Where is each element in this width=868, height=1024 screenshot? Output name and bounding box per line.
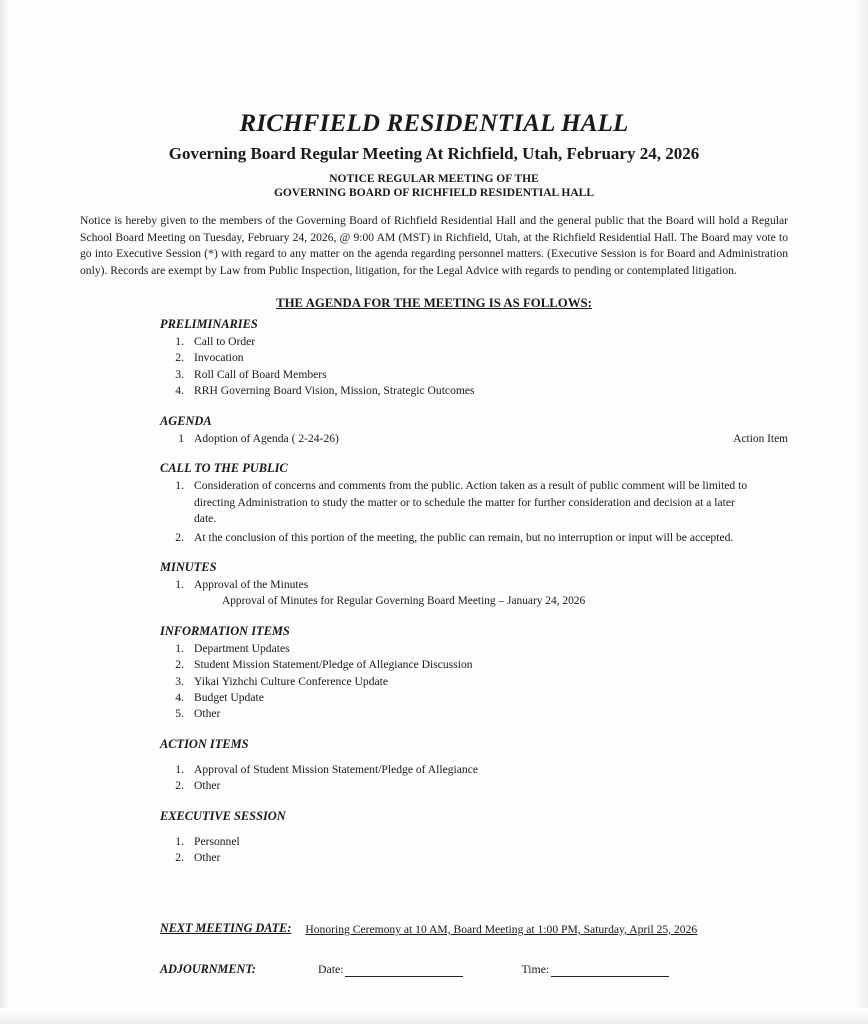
list-item bbox=[160, 367, 788, 383]
list-item-label: Yikai Yizhchi Culture Conference Update bbox=[194, 674, 389, 688]
section-action-items bbox=[80, 737, 788, 795]
list-item-action-tag: Action Item bbox=[733, 432, 788, 445]
list-item-label: Department Updates bbox=[194, 641, 290, 655]
section-title: ACTION ITEMS bbox=[160, 736, 249, 751]
page-title: RICHFIELD RESIDENTIAL HALL bbox=[239, 110, 629, 137]
list-item-label: At the conclusion of this portion of the meeting, the public can remain, but no interruption or input will be accepted. bbox=[194, 530, 734, 544]
list-item-label: Adoption of Agenda ( 2-24-26) bbox=[194, 431, 339, 445]
section-item-list bbox=[160, 334, 788, 400]
time-label: Time: bbox=[521, 961, 550, 976]
list-item-number: 4. bbox=[175, 691, 184, 705]
list-item-label: RRH Governing Board Vision, Mission, Strategic Outcomes bbox=[194, 384, 475, 398]
notice-body-paragraph: Notice is hereby given to the members of the Governing Board of Richfield Residential Hall and the general public that the Board will hold a Regular School Board Meeting on Tuesday, February 24, 2026, @ 9:00 AM (MST) in Richfield, Utah, at the Richfield Residential Hall. The Board may vote to go into Executive Session (*) with regard to any matter on the agenda regarding personnel matters. (Executive Session is for Board and Administration only). Records are exempt by Law from Public Inspection, litigation, for the Legal Advice with regards to pending or contemplated litigation. bbox=[80, 213, 788, 278]
section-title: EXECUTIVE SESSION bbox=[160, 808, 286, 823]
list-item bbox=[160, 478, 788, 527]
list-item bbox=[160, 350, 788, 366]
list-item-number: 1. bbox=[175, 762, 184, 776]
page-subtitle: Governing Board Regular Meeting At Richfield, Utah, February 24, 2026 bbox=[168, 144, 700, 163]
list-item-label: Roll Call of Board Members bbox=[194, 367, 327, 381]
list-item-label: Other bbox=[194, 779, 221, 793]
next-meeting-row bbox=[80, 921, 788, 936]
list-item-label: Invocation bbox=[194, 351, 244, 365]
list-item bbox=[160, 431, 788, 447]
list-item-number: 5. bbox=[175, 707, 184, 721]
section-item-list bbox=[160, 431, 788, 447]
scan-edge-right bbox=[854, 0, 868, 1024]
adjournment-time-field[interactable] bbox=[521, 962, 669, 977]
list-item-number: 2. bbox=[175, 530, 184, 544]
section-item-list bbox=[160, 762, 788, 795]
list-item-number: 3. bbox=[175, 367, 184, 381]
section-item-list bbox=[160, 478, 788, 546]
list-item-label: Other bbox=[194, 707, 221, 721]
section-item-list bbox=[160, 641, 788, 723]
list-item bbox=[160, 850, 788, 866]
adjournment-row bbox=[80, 962, 788, 977]
list-item-number: 2. bbox=[175, 779, 184, 793]
list-item-number: 1. bbox=[175, 334, 184, 348]
section-agenda bbox=[80, 414, 788, 447]
adjournment-label: ADJOURNMENT: bbox=[160, 961, 256, 976]
list-item-label: Consideration of concerns and comments from the public. Action taken as a result of public comment will be limited to directing Administration to study the matter or to schedule the matter for further consideration and decision at a later date. bbox=[194, 479, 748, 526]
notice-heading-line-2: GOVERNING BOARD OF RICHFIELD RESIDENTIAL HALL bbox=[273, 187, 595, 200]
agenda-heading: THE AGENDA FOR THE MEETING IS AS FOLLOWS: bbox=[276, 295, 592, 310]
next-meeting-value: Honoring Ceremony at 10 AM, Board Meeting at 1:00 PM, Saturday, April 25, 2026 bbox=[305, 922, 698, 936]
list-item-subline: Approval of Minutes for Regular Governing Board Meeting – January 24, 2026 bbox=[222, 595, 586, 608]
list-item-number: 1 bbox=[178, 431, 184, 445]
list-item bbox=[160, 334, 788, 350]
list-item-number: 1. bbox=[175, 641, 184, 655]
list-item-label: Call to Order bbox=[194, 334, 256, 348]
scan-edge-bottom bbox=[0, 1008, 868, 1024]
list-item bbox=[160, 530, 788, 546]
list-item-number: 1. bbox=[175, 479, 184, 493]
section-information-items bbox=[80, 624, 788, 723]
list-item bbox=[160, 383, 788, 399]
adjournment-date-field[interactable] bbox=[318, 962, 464, 977]
section-title: MINUTES bbox=[160, 560, 217, 575]
list-item-number: 2. bbox=[175, 851, 184, 865]
section-title: INFORMATION ITEMS bbox=[160, 623, 290, 638]
section-executive-session bbox=[80, 809, 788, 867]
list-item bbox=[160, 778, 788, 794]
list-item-number: 2. bbox=[175, 351, 184, 365]
list-item-label: Budget Update bbox=[194, 691, 264, 705]
list-item bbox=[160, 690, 788, 706]
section-call-to-the-public bbox=[80, 461, 788, 546]
notice-heading-line-1: NOTICE REGULAR MEETING OF THE bbox=[329, 173, 539, 185]
section-preliminaries bbox=[80, 317, 788, 400]
list-item bbox=[160, 706, 788, 722]
list-item-label: Approval of the Minutes bbox=[194, 578, 309, 592]
list-item-label: Other bbox=[194, 851, 221, 865]
list-item-number: 1. bbox=[175, 578, 184, 592]
list-item bbox=[160, 657, 788, 673]
time-input-line[interactable] bbox=[551, 964, 669, 977]
list-item bbox=[160, 834, 788, 850]
section-item-list bbox=[160, 834, 788, 867]
section-title: PRELIMINARIES bbox=[160, 316, 258, 331]
list-item-label: Approval of Student Mission Statement/Pledge of Allegiance bbox=[194, 762, 479, 776]
section-item-list bbox=[160, 577, 788, 593]
list-item-number: 3. bbox=[175, 674, 184, 688]
list-item-number: 1. bbox=[175, 834, 184, 848]
section-title: AGENDA bbox=[160, 413, 212, 428]
list-item bbox=[160, 577, 788, 593]
list-item bbox=[160, 674, 788, 690]
scan-edge-left bbox=[0, 0, 10, 1024]
list-item-label: Student Mission Statement/Pledge of Allegiance Discussion bbox=[194, 658, 473, 672]
section-minutes bbox=[80, 560, 788, 610]
date-label: Date: bbox=[317, 961, 344, 976]
list-item bbox=[160, 641, 788, 657]
section-title: CALL TO THE PUBLIC bbox=[160, 461, 288, 476]
list-item bbox=[160, 762, 788, 778]
list-item-label: Personnel bbox=[194, 834, 240, 848]
list-item-number: 4. bbox=[175, 384, 184, 398]
date-input-line[interactable] bbox=[345, 964, 463, 977]
list-item-number: 2. bbox=[175, 658, 184, 672]
next-meeting-label: NEXT MEETING DATE: bbox=[160, 920, 292, 935]
